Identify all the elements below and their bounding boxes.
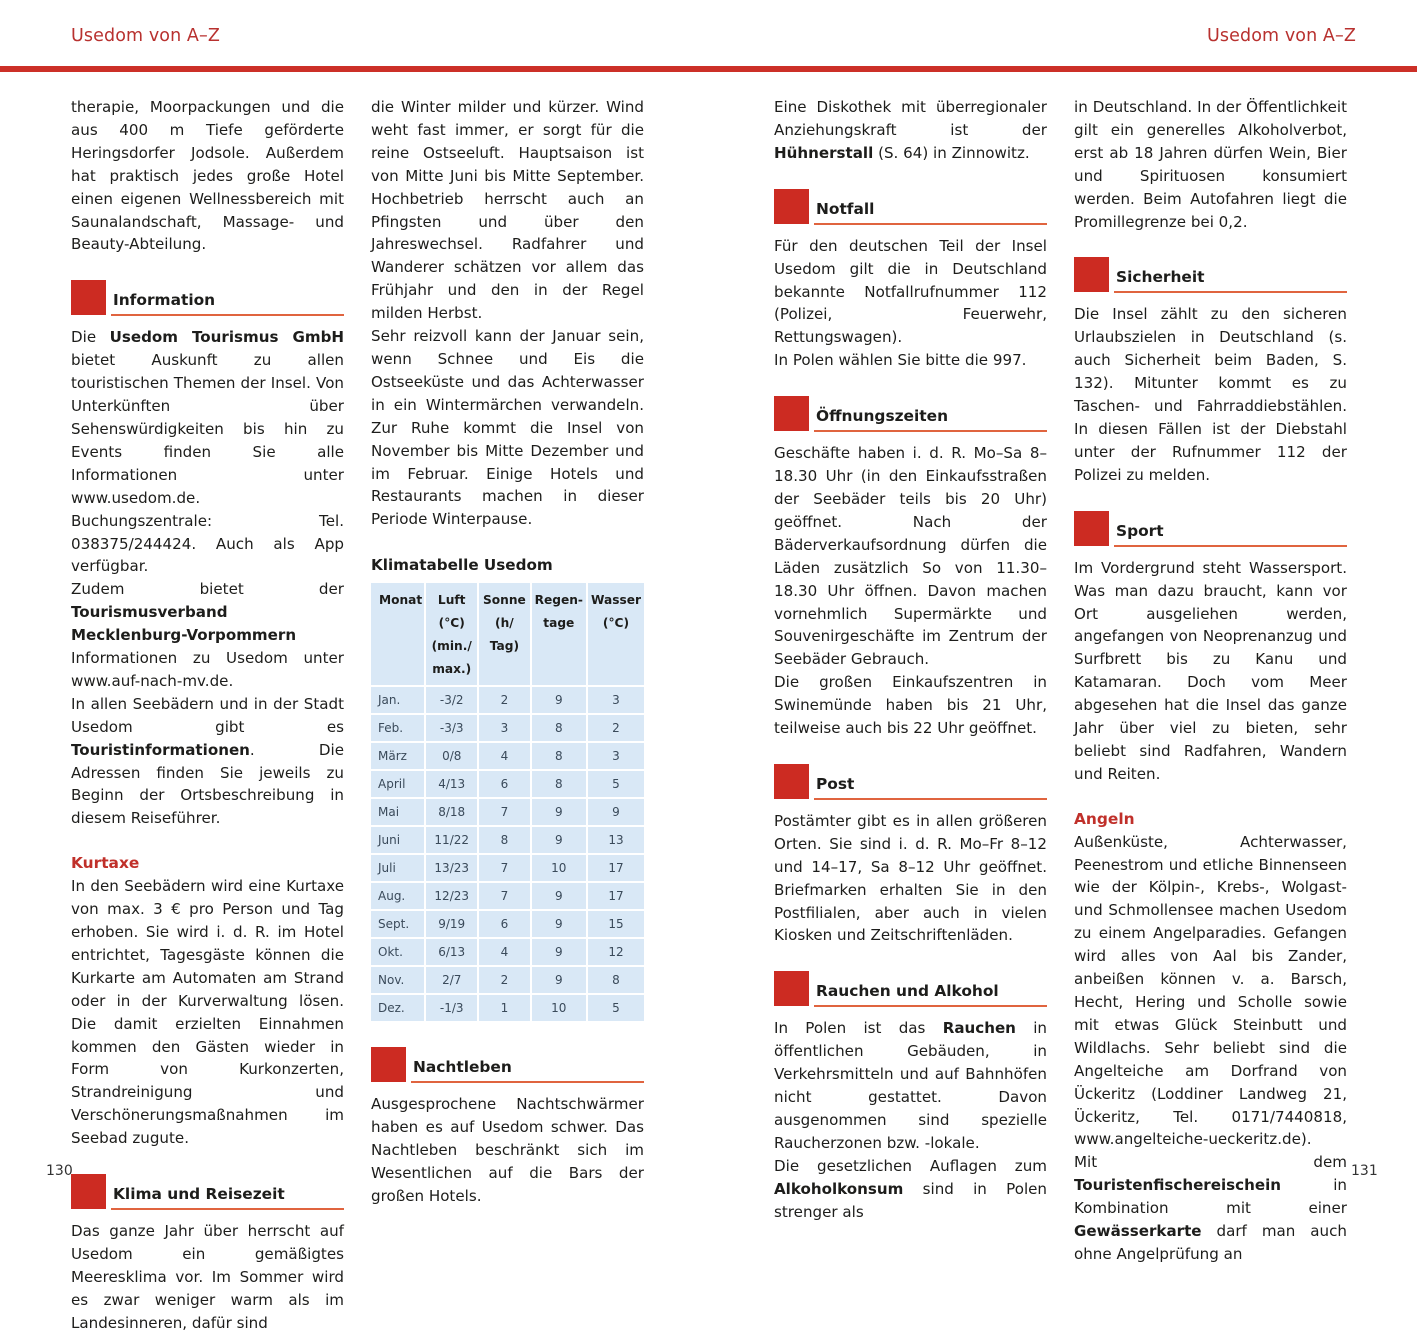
paragraph: Sehr reizvoll kann der Januar sein, wenn Schnee und Eis die Ostseeküste und das Achterwasser in ein Wintermärchen verwandeln. Zur Ruhe kommt die Insel von November bis Mitte Dezember und im Februar. Einige Hotels und Restaurants machen in dieser Periode Winterpause. bbox=[371, 327, 644, 529]
value-cell: 2 bbox=[588, 715, 644, 741]
paragraph: Die Insel zählt zu den sicheren Urlaubszielen in Deutschland (s. auch Sicherheit beim Baden, S. 132). Mitunter kommt es zu Taschen- und Fahrraddiebstählen. In diesen Fällen ist der Diebstahl unter der Rufnummer 112 der Polizei zu melden. bbox=[1074, 305, 1347, 484]
paragraph: In Polen wählen Sie bitte die 997. bbox=[774, 351, 1027, 370]
table-row bbox=[371, 995, 644, 1021]
paragraph: Zudem bietet der Tourismusverband Mecklenburg-Vorpommern Informationen zu Usedom unter www.auf-nach-mv.de. bbox=[71, 580, 344, 690]
value-cell: -3/3 bbox=[426, 715, 477, 741]
table-row bbox=[371, 883, 644, 909]
column-header: Luft (°C) (min./ max.) bbox=[426, 583, 477, 685]
value-cell: 2 bbox=[479, 687, 529, 713]
month-cell: Feb. bbox=[371, 715, 424, 741]
section-underline bbox=[111, 314, 344, 316]
value-cell: 15 bbox=[588, 911, 644, 937]
section-title: Klima und Reisezeit bbox=[113, 1185, 285, 1204]
paragraph: Außenküste, Achterwasser, Peenestrom und etliche Binnenseen wie der Kölpin-, Krebs-, Wolgast- und Schmollensee machen Usedom zu einem Angelparadies. Gefangen wird alles von Aal bis Zander, anbeißen können v. a. Barsch, Hecht, Hering und Scholle sowie mit etwas Glück Steinbutt und Wildlachs. Sehr beliebt sind die Angelteiche am Dorfrand von Ückeritz (Loddiner Landweg 21, Ückeritz, Tel. 0171/7440818, www.angelteiche-ueckeritz.de). bbox=[1074, 832, 1347, 1149]
paragraph: Mit dem Touristenfischereischein in Kombination mit einer Gewässerkarte darf man auch ohne Angelprüfung an bbox=[1074, 1153, 1347, 1263]
paragraph: Ausgesprochene Nachtschwärmer haben es auf Usedom schwer. Das Nachtleben beschränkt sich im Wesentlichen auf die Bars der großen Hotels. bbox=[371, 1095, 644, 1205]
column-3 bbox=[774, 96, 1047, 1224]
value-cell: 17 bbox=[588, 883, 644, 909]
section-underline bbox=[1114, 291, 1347, 293]
value-cell: 9 bbox=[532, 883, 586, 909]
value-cell: 17 bbox=[588, 855, 644, 881]
table-row bbox=[371, 715, 644, 741]
month-cell: Mai bbox=[371, 799, 424, 825]
value-cell: 12/23 bbox=[426, 883, 477, 909]
climate-table bbox=[369, 581, 646, 1023]
value-cell: 2 bbox=[479, 967, 529, 993]
section-marker-icon bbox=[1074, 511, 1109, 546]
section-heading-klima bbox=[71, 1174, 344, 1210]
value-cell: 10 bbox=[532, 855, 586, 881]
month-cell: März bbox=[371, 743, 424, 769]
page-number-left: 130 bbox=[46, 1163, 73, 1179]
paragraph: therapie, Moorpackungen und die aus 400 m Tiefe geförderte Heringsdorfer Jodsole. Außerdem hat praktisch jedes große Hotel einen eigenen Wellnessbereich mit Saunalandschaft, Massage- und Beauty-Abteilung. bbox=[71, 98, 344, 254]
column-header: Monat bbox=[371, 583, 424, 685]
section-title: Information bbox=[113, 291, 216, 310]
value-cell: 5 bbox=[588, 995, 644, 1021]
section-marker-icon bbox=[774, 764, 809, 799]
value-cell: 8 bbox=[532, 743, 586, 769]
table-row bbox=[371, 939, 644, 965]
month-cell: Nov. bbox=[371, 967, 424, 993]
value-cell: 8 bbox=[588, 967, 644, 993]
table-row bbox=[371, 911, 644, 937]
value-cell: 6 bbox=[479, 771, 529, 797]
value-cell: 7 bbox=[479, 799, 529, 825]
section-underline bbox=[814, 223, 1047, 225]
section-title: Sicherheit bbox=[1116, 268, 1205, 287]
month-cell: Juli bbox=[371, 855, 424, 881]
value-cell: 9 bbox=[532, 967, 586, 993]
header-rule bbox=[0, 66, 1417, 72]
month-cell: Aug. bbox=[371, 883, 424, 909]
value-cell: 3 bbox=[588, 687, 644, 713]
section-title: Notfall bbox=[816, 199, 875, 218]
value-cell: 9/19 bbox=[426, 911, 477, 937]
column-1 bbox=[71, 96, 344, 1335]
paragraph: Postämter gibt es in allen größeren Orten. Sie sind i. d. R. Mo–Fr 8–12 und 14–17, Sa 8–12 Uhr geöffnet. Briefmarken erhalten Sie in den Postfilialen, aber auch in vielen Kiosken und Zeitschriftenläden. bbox=[774, 811, 1047, 945]
month-cell: Dez. bbox=[371, 995, 424, 1021]
column-2 bbox=[371, 96, 644, 1208]
value-cell: 9 bbox=[532, 939, 586, 965]
section-heading-information bbox=[71, 280, 344, 316]
table-row bbox=[371, 967, 644, 993]
section-heading-sport bbox=[1074, 511, 1347, 547]
value-cell: 3 bbox=[479, 715, 529, 741]
subheading-kurtaxe: Kurtaxe bbox=[71, 854, 140, 873]
value-cell: 8 bbox=[532, 771, 586, 797]
value-cell: 4/13 bbox=[426, 771, 477, 797]
paragraph: Geschäfte haben i. d. R. Mo–Sa 8–18.30 Uhr (in den Einkaufsstraßen der Seebäder teils bis 20 Uhr) geöffnet. Nach der Bäderverkaufsordnung dürfen die Läden zusätzlich So von 11.30–18.30 Uhr öffnen. Davon machen vornehmlich Supermärkte und Souvenirgeschäfte im Zentrum der Seebäder Gebrauch. bbox=[774, 444, 1047, 669]
value-cell: 8/18 bbox=[426, 799, 477, 825]
value-cell: 6/13 bbox=[426, 939, 477, 965]
section-marker-icon bbox=[71, 1174, 106, 1209]
value-cell: 3 bbox=[588, 743, 644, 769]
value-cell: 12 bbox=[588, 939, 644, 965]
month-cell: April bbox=[371, 771, 424, 797]
paragraph: Eine Diskothek mit überregionaler Anziehungskraft ist der Hühnerstall (S. 64) in Zinnowitz. bbox=[774, 98, 1047, 162]
table-header-row bbox=[371, 583, 644, 685]
paragraph: In den Seebädern wird eine Kurtaxe von max. 3 € pro Person und Tag erhoben. Sie wird i. d. R. im Hotel entrichtet, Tagesgäste können die Kurkarte am Automaten am Strand oder in der Kurverwaltung lösen. Die damit erzielten Einnahmen kommen den Gästen wieder in Form von Kurkonzerten, Strandreinigung und Verschönerungsmaßnahmen im Seebad zugute. bbox=[71, 877, 344, 1148]
subheading-angeln: Angeln bbox=[1074, 809, 1135, 828]
column-header: Sonne (h/ Tag) bbox=[479, 583, 529, 685]
column-header: Regen-tage bbox=[532, 583, 586, 685]
paragraph: die Winter milder und kürzer. Wind weht fast immer, er sorgt für die reine Ostseeluft. Hauptsaison ist von Mitte Juni bis Mitte September. Hochbetrieb herrscht auch an Pfingsten und über den Jahreswechsel. Radfahrer und Wanderer schätzen vor allem das Frühjahr und den in der Regel milden Herbst. bbox=[371, 98, 644, 323]
section-underline bbox=[814, 430, 1047, 432]
month-cell: Jan. bbox=[371, 687, 424, 713]
value-cell: 5 bbox=[588, 771, 644, 797]
value-cell: 4 bbox=[479, 743, 529, 769]
value-cell: 9 bbox=[588, 799, 644, 825]
section-title: Rauchen und Alkohol bbox=[816, 982, 999, 1001]
paragraph: Die gesetzlichen Auflagen zum Alkoholkonsum sind in Polen strenger als bbox=[774, 1156, 1047, 1221]
month-cell: Okt. bbox=[371, 939, 424, 965]
section-title: Öffnungszeiten bbox=[816, 407, 949, 426]
value-cell: 8 bbox=[479, 827, 529, 853]
section-underline bbox=[411, 1081, 644, 1083]
section-underline bbox=[1114, 545, 1347, 547]
section-underline bbox=[814, 1005, 1047, 1007]
section-heading-post bbox=[774, 764, 1047, 800]
value-cell: 0/8 bbox=[426, 743, 477, 769]
section-heading-sicherheit bbox=[1074, 257, 1347, 293]
section-heading-rauchen bbox=[774, 971, 1047, 1007]
value-cell: 11/22 bbox=[426, 827, 477, 853]
value-cell: 9 bbox=[532, 827, 586, 853]
paragraph: Die großen Einkaufszentren in Swinemünde haben bis 21 Uhr, teilweise auch bis 22 Uhr geöffnet. bbox=[774, 673, 1047, 738]
section-marker-icon bbox=[71, 280, 106, 315]
paragraph: In allen Seebädern und in der Stadt Usedom gibt es Touristinformationen. Die Adressen finden Sie jeweils zu Beginn der Ortsbeschreibung in diesem Reiseführer. bbox=[71, 694, 344, 828]
section-marker-icon bbox=[774, 189, 809, 224]
running-head-right: Usedom von A–Z bbox=[1207, 26, 1356, 46]
paragraph: In Polen ist das Rauchen in öffentlichen Gebäuden, in Verkehrsmitteln und auf Bahnhöfen nicht gestattet. Davon ausgenommen sind spezielle Raucherzonen bzw. -lokale. bbox=[774, 1019, 1047, 1152]
table-row bbox=[371, 743, 644, 769]
section-marker-icon bbox=[371, 1047, 406, 1082]
paragraph: Die Usedom Tourismus GmbH bietet Auskunft zu allen touristischen Themen der Insel. Von Unterkünften über Sehenswürdigkeiten bis hin zu Events finden Sie alle Informationen unter www.usedom.de. Buchungszentrale: Tel. 038375/244424. Auch als App verfügbar. bbox=[71, 328, 345, 576]
value-cell: 4 bbox=[479, 939, 529, 965]
value-cell: 6 bbox=[479, 911, 529, 937]
paragraph: Das ganze Jahr über herrscht auf Usedom ein gemäßigtes Meeresklima vor. Im Sommer wird es zwar weniger warm als im Landesinneren, dafür sind bbox=[71, 1222, 344, 1332]
value-cell: 9 bbox=[532, 911, 586, 937]
month-cell: Juni bbox=[371, 827, 424, 853]
section-marker-icon bbox=[1074, 257, 1109, 292]
table-title: Klimatabelle Usedom bbox=[371, 556, 553, 575]
running-head-left: Usedom von A–Z bbox=[71, 26, 220, 46]
table-row bbox=[371, 687, 644, 713]
section-heading-oeffnungszeiten bbox=[774, 396, 1047, 432]
paragraph: Für den deutschen Teil der Insel Usedom gilt die in Deutschland bekannte Notfallrufnummer 112 (Polizei, Feuerwehr, Rettungswagen). bbox=[774, 236, 1047, 347]
section-title: Sport bbox=[1116, 521, 1164, 540]
paragraph: Im Vordergrund steht Wassersport. Was man dazu braucht, kann vor Ort ausgeliehen werden, angefangen von Neoprenanzug und Surfbrett bis zu Kanu und Katamaran. Doch vom Meer abgesehen hat die Insel das ganze Jahr über viel zu bieten, sehr beliebt sind Radfahren, Wandern und Reiten. bbox=[1074, 558, 1347, 783]
value-cell: -1/3 bbox=[426, 995, 477, 1021]
section-marker-icon bbox=[774, 396, 809, 431]
paragraph: in Deutschland. In der Öffentlichkeit gilt ein generelles Alkoholverbot, erst ab 18 Jahren dürfen Wein, Bier und Spirituosen konsumiert werden. Beim Autofahren liegt die Promillegrenze bei 0,2. bbox=[1074, 98, 1347, 231]
section-title: Post bbox=[816, 774, 855, 793]
month-cell: Sept. bbox=[371, 911, 424, 937]
value-cell: 13 bbox=[588, 827, 644, 853]
table-row bbox=[371, 799, 644, 825]
value-cell: 7 bbox=[479, 855, 529, 881]
section-heading-notfall bbox=[774, 189, 1047, 225]
value-cell: 7 bbox=[479, 883, 529, 909]
value-cell: -3/2 bbox=[426, 687, 477, 713]
table-row bbox=[371, 771, 644, 797]
section-marker-icon bbox=[774, 971, 809, 1006]
table-row bbox=[371, 827, 644, 853]
column-header: Wasser (°C) bbox=[588, 583, 644, 685]
table-row bbox=[371, 855, 644, 881]
value-cell: 1 bbox=[479, 995, 529, 1021]
value-cell: 2/7 bbox=[426, 967, 477, 993]
page-number-right: 131 bbox=[1351, 1163, 1378, 1179]
value-cell: 9 bbox=[532, 687, 586, 713]
value-cell: 8 bbox=[532, 715, 586, 741]
value-cell: 9 bbox=[532, 799, 586, 825]
value-cell: 13/23 bbox=[426, 855, 477, 881]
column-4 bbox=[1074, 96, 1347, 1266]
section-heading-nachtleben bbox=[371, 1047, 644, 1083]
section-title: Nachtleben bbox=[413, 1058, 512, 1077]
value-cell: 10 bbox=[532, 995, 586, 1021]
section-underline bbox=[814, 798, 1047, 800]
